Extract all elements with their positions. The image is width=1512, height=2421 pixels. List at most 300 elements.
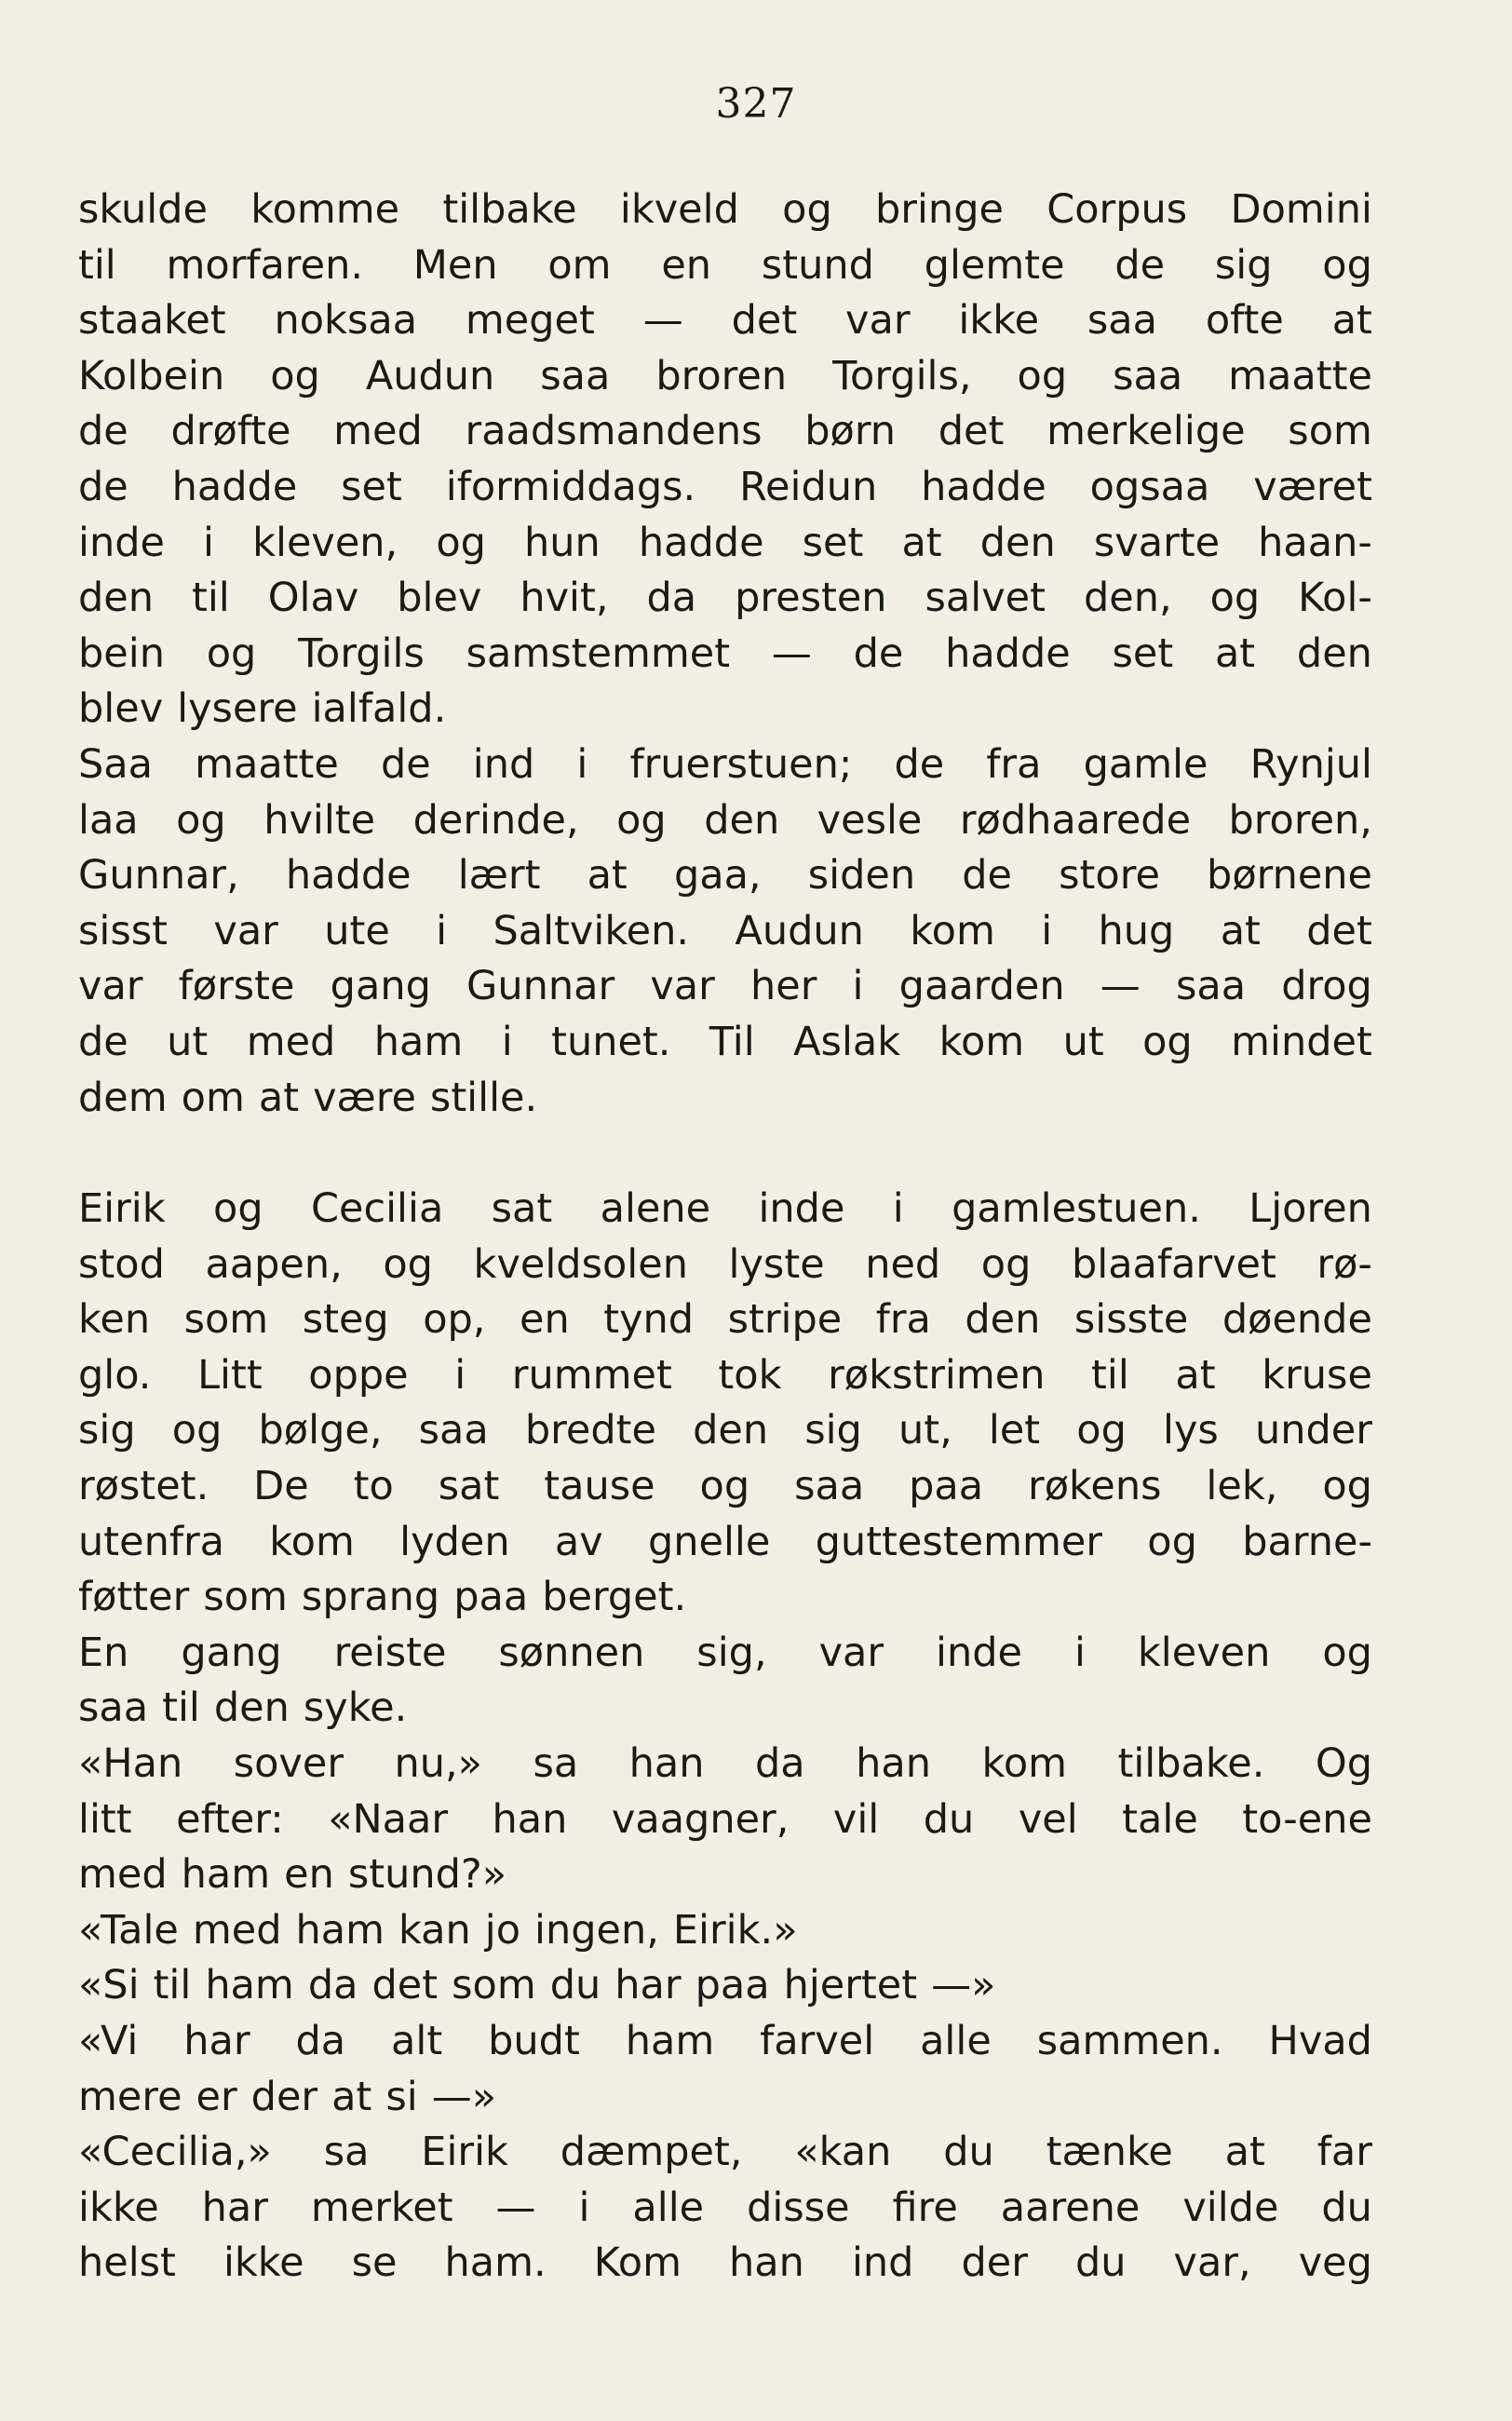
word: utenfra xyxy=(78,1518,224,1565)
word: ingen, xyxy=(534,1906,659,1954)
word: Gunnar, xyxy=(78,852,239,899)
word: merket xyxy=(310,2184,453,2231)
word: bringe xyxy=(875,186,1004,233)
word: Og xyxy=(1315,1740,1372,1788)
text-line xyxy=(78,404,1372,460)
word: tause xyxy=(544,1463,655,1510)
text-line xyxy=(78,627,1372,683)
word: ken xyxy=(78,1296,151,1344)
word: «Han xyxy=(78,1740,183,1788)
word: er xyxy=(196,2073,237,2120)
word: da xyxy=(307,1962,358,2009)
word: store xyxy=(1059,852,1160,899)
word: raadsmandens xyxy=(465,408,763,455)
word: ogsaa xyxy=(1089,463,1210,510)
word: hadde xyxy=(921,463,1046,510)
text-line xyxy=(78,1570,1372,1626)
word: da xyxy=(646,575,697,622)
word: hug xyxy=(1098,907,1175,954)
word: salvet xyxy=(925,575,1046,622)
word: merkelige xyxy=(1046,408,1246,455)
word: vilde xyxy=(1182,2184,1279,2231)
word: blev xyxy=(78,685,164,733)
word: sisste xyxy=(1073,1296,1189,1344)
text-line xyxy=(78,737,1372,793)
word: bølge, xyxy=(258,1407,383,1454)
word: lært xyxy=(457,852,541,899)
word: i xyxy=(852,963,864,1010)
word: han xyxy=(492,1795,568,1843)
word: av xyxy=(554,1518,603,1565)
text-line xyxy=(78,793,1372,849)
word: blev xyxy=(397,575,482,622)
word: De xyxy=(253,1463,309,1510)
word: meget xyxy=(465,297,595,345)
text-line xyxy=(78,1681,1372,1737)
word: det xyxy=(1306,907,1372,954)
word: samstemmet xyxy=(466,629,731,677)
word: med xyxy=(78,1851,168,1899)
word: Kolbein xyxy=(78,352,225,399)
text-line xyxy=(78,1238,1372,1293)
text-line xyxy=(78,1015,1372,1071)
word: rummet xyxy=(511,1351,672,1399)
word: ialfald. xyxy=(311,685,447,733)
word: «Cecilia,» xyxy=(78,2129,272,2176)
word: til xyxy=(1091,1351,1129,1399)
word: set xyxy=(802,519,864,566)
word: de xyxy=(78,463,128,510)
word: fra xyxy=(875,1296,931,1344)
text-line xyxy=(78,848,1372,904)
word: til xyxy=(162,1684,200,1732)
word: si xyxy=(385,2073,418,2120)
word: været xyxy=(1253,463,1372,510)
word: det xyxy=(731,297,798,345)
word: — xyxy=(1100,963,1141,1010)
word: de xyxy=(853,629,904,677)
word: saa xyxy=(1113,352,1183,399)
word: børn xyxy=(804,408,897,455)
word: Ljoren xyxy=(1249,1185,1372,1233)
word: du xyxy=(549,1962,601,2009)
word: Saa xyxy=(78,740,153,788)
word: vaagner, xyxy=(611,1795,790,1843)
word: at xyxy=(1175,1351,1216,1399)
word: Gunnar xyxy=(466,963,615,1010)
word: i xyxy=(578,2184,590,2231)
word: Eirik xyxy=(421,2129,508,2176)
word: budt xyxy=(488,2018,580,2064)
word: sat xyxy=(491,1185,553,1233)
word: røstet. xyxy=(78,1463,209,1510)
word: de xyxy=(962,852,1012,899)
word: lys xyxy=(1163,1407,1219,1454)
word: at xyxy=(331,2073,372,2120)
word: og xyxy=(206,629,257,677)
text-line xyxy=(78,183,1372,238)
word: røkens xyxy=(1028,1463,1162,1510)
word: røkstrimen xyxy=(828,1351,1046,1399)
word: lek, xyxy=(1206,1463,1278,1510)
word: mindet xyxy=(1231,1018,1372,1065)
word: sammen. xyxy=(1036,2018,1223,2064)
text-line xyxy=(78,1626,1372,1682)
word: om xyxy=(181,1074,245,1121)
word: i xyxy=(892,1185,904,1233)
text-line xyxy=(78,293,1372,349)
word: sig xyxy=(1214,241,1273,289)
word: saa xyxy=(540,352,611,399)
word: «Naar xyxy=(328,1795,449,1843)
word: morfaren. xyxy=(166,241,364,289)
text-line xyxy=(78,2014,1372,2070)
word: en xyxy=(519,1296,570,1344)
word: var xyxy=(213,907,278,954)
word: her xyxy=(749,963,817,1010)
word: i xyxy=(576,740,588,788)
word: det xyxy=(371,1962,439,2009)
word: ham xyxy=(205,1962,294,2009)
word: og xyxy=(980,1240,1032,1288)
word: presten xyxy=(735,575,887,622)
word: tænke xyxy=(1046,2129,1173,2176)
word: Litt xyxy=(197,1351,263,1399)
word: mere xyxy=(78,2073,182,2120)
word: og xyxy=(1322,241,1372,289)
text-line xyxy=(78,460,1372,516)
word: inde xyxy=(78,519,165,566)
text-line xyxy=(78,1737,1372,1792)
word: svarte xyxy=(1093,519,1221,566)
word: bredte xyxy=(524,1407,656,1454)
word: stod xyxy=(78,1240,165,1288)
word: at xyxy=(1220,907,1261,954)
word: gnelle xyxy=(647,1518,771,1565)
word: bein xyxy=(78,629,165,677)
word: glemte xyxy=(924,241,1065,289)
word: ind xyxy=(851,2239,914,2287)
word: drøfte xyxy=(170,408,291,455)
word: to xyxy=(353,1463,394,1510)
text-line xyxy=(78,1847,1372,1903)
word: du xyxy=(943,2129,994,2176)
word: gaa, xyxy=(673,852,762,899)
word: den xyxy=(965,1296,1041,1344)
word: være xyxy=(313,1074,416,1121)
word: som xyxy=(452,1962,536,2009)
text-line xyxy=(78,682,1372,737)
word: to-ene xyxy=(1242,1795,1372,1843)
word: far xyxy=(1316,2129,1372,2176)
word: stille. xyxy=(429,1074,538,1121)
word: døende xyxy=(1222,1296,1372,1344)
word: var xyxy=(845,297,911,345)
word: han xyxy=(856,1740,931,1788)
word: laa xyxy=(78,796,139,844)
word: Audun xyxy=(735,907,864,954)
word: ikke xyxy=(223,2239,304,2287)
word: var, xyxy=(1173,2239,1251,2287)
word: hjertet xyxy=(783,1962,918,2009)
word: med xyxy=(246,1018,336,1065)
word: tynd xyxy=(603,1296,695,1344)
word: sa xyxy=(323,2129,370,2176)
word: paa xyxy=(695,1962,770,2009)
word: litt xyxy=(78,1795,132,1843)
word: ut xyxy=(1062,1018,1104,1065)
word: se xyxy=(351,2239,398,2287)
word: tale xyxy=(1122,1795,1198,1843)
word: helst xyxy=(78,2239,176,2287)
word: tilbake xyxy=(442,186,577,233)
word: op, xyxy=(423,1296,486,1344)
text-line xyxy=(78,1292,1372,1348)
word: ham xyxy=(295,1906,385,1954)
word: og xyxy=(213,1185,263,1233)
word: alt xyxy=(391,2018,443,2064)
word: ham xyxy=(373,1018,464,1065)
word: sønnen xyxy=(498,1629,645,1676)
word: barne- xyxy=(1242,1518,1372,1565)
page-text xyxy=(78,183,1372,2292)
word: sprang xyxy=(301,1574,440,1621)
word: det xyxy=(938,408,1005,455)
word: noksaa xyxy=(274,297,418,345)
word: med xyxy=(192,1906,282,1954)
word: Til xyxy=(709,1018,755,1065)
word: maatte xyxy=(1228,352,1372,399)
word: kom xyxy=(269,1518,355,1565)
word: til xyxy=(191,575,230,622)
text-line xyxy=(78,1958,1372,2014)
word: var xyxy=(78,963,143,1010)
word: og xyxy=(782,186,832,233)
word: og xyxy=(1322,1463,1372,1510)
word: reiste xyxy=(333,1629,447,1676)
word: gamlestuen. xyxy=(952,1185,1201,1233)
word: har xyxy=(183,2018,250,2064)
word: ut, xyxy=(898,1407,952,1454)
word: stripe xyxy=(727,1296,843,1344)
word: — xyxy=(771,629,812,677)
word: let xyxy=(988,1407,1041,1454)
word: «kan xyxy=(794,2129,892,2176)
word: du xyxy=(1074,2239,1127,2287)
word: med xyxy=(333,408,423,455)
text-line xyxy=(78,1348,1372,1404)
word: og xyxy=(436,519,486,566)
word: de xyxy=(1114,241,1166,289)
word: fruerstuen; xyxy=(629,740,853,788)
text-line xyxy=(78,1515,1372,1571)
word: farvel xyxy=(760,2018,875,2064)
word: ut xyxy=(167,1018,209,1065)
word: ikke xyxy=(958,297,1040,345)
word: sover xyxy=(233,1740,344,1788)
text-line xyxy=(78,1903,1372,1959)
word: i xyxy=(454,1351,466,1399)
word: og xyxy=(1142,1018,1193,1065)
word: alle xyxy=(920,2018,992,2064)
word: hadde xyxy=(945,629,1071,677)
word: siden xyxy=(807,852,916,899)
word: paa xyxy=(453,1574,529,1621)
word: Corpus xyxy=(1046,186,1188,233)
word: derinde, xyxy=(412,796,579,844)
word: «Tale xyxy=(78,1906,179,1954)
word: den xyxy=(213,1684,290,1732)
word: syke. xyxy=(303,1684,408,1732)
text-line xyxy=(78,2070,1372,2126)
word: paa xyxy=(909,1463,984,1510)
word: i xyxy=(501,1018,513,1065)
word: komme xyxy=(250,186,400,233)
word: staaket xyxy=(78,297,226,345)
word: Saltviken. xyxy=(493,907,690,954)
text-line xyxy=(78,1071,1372,1127)
word: sig, xyxy=(696,1629,767,1676)
word: tunet. xyxy=(551,1018,671,1065)
word: gang xyxy=(181,1629,282,1676)
word: Domini xyxy=(1230,186,1372,233)
word: Cecilia xyxy=(310,1185,444,1233)
word: Men xyxy=(412,241,498,289)
text-line xyxy=(78,1182,1372,1238)
word: saa xyxy=(418,1407,489,1454)
word: aapen, xyxy=(205,1240,343,1288)
word: de xyxy=(380,740,431,788)
word: Kol- xyxy=(1298,575,1372,622)
word: du xyxy=(923,1795,975,1843)
word: stund?» xyxy=(347,1851,507,1899)
word: en xyxy=(284,1851,334,1899)
word: set xyxy=(1112,629,1174,677)
word: kleven xyxy=(1137,1629,1271,1676)
word: ind xyxy=(472,740,535,788)
word: og xyxy=(699,1463,750,1510)
text-line xyxy=(78,959,1372,1015)
word: de xyxy=(894,740,945,788)
word: gang xyxy=(330,963,431,1010)
word: dem xyxy=(78,1074,168,1121)
text-line xyxy=(78,571,1372,627)
text-line xyxy=(78,2125,1372,2181)
word: haan- xyxy=(1258,519,1372,566)
word: ham. xyxy=(444,2239,547,2287)
word: at xyxy=(1214,629,1256,677)
word: sisst xyxy=(78,907,169,954)
word: fra xyxy=(986,740,1042,788)
word: i xyxy=(436,907,448,954)
word: gaarden xyxy=(898,963,1065,1010)
word: steg xyxy=(302,1296,389,1344)
word: hun xyxy=(524,519,601,566)
word: maatte xyxy=(195,740,339,788)
word: saa xyxy=(1087,297,1157,345)
word: lysere xyxy=(177,685,298,733)
word: kom xyxy=(910,907,995,954)
word: «Vi xyxy=(78,2018,139,2064)
word: broren xyxy=(655,352,788,399)
word: Kom xyxy=(593,2239,682,2287)
word: til xyxy=(153,1962,192,2009)
word: som xyxy=(183,1296,269,1344)
word: at xyxy=(1331,297,1372,345)
word: i xyxy=(1041,907,1053,954)
word: en xyxy=(661,241,712,289)
text-line xyxy=(78,516,1372,572)
word: fire xyxy=(892,2184,958,2231)
word: guttestemmer xyxy=(815,1518,1102,1565)
text-line xyxy=(78,1792,1372,1848)
word: der xyxy=(961,2239,1028,2287)
word: Audun xyxy=(365,352,495,399)
word: aarene xyxy=(1000,2184,1141,2231)
word: har xyxy=(614,1962,682,2009)
word: tok xyxy=(718,1351,782,1399)
word: nu,» xyxy=(394,1740,482,1788)
word: disse xyxy=(747,2184,850,2231)
word: — xyxy=(495,2184,536,2231)
word: hvit, xyxy=(520,575,609,622)
word: vil xyxy=(832,1795,880,1843)
word: sat xyxy=(438,1463,500,1510)
word: saa xyxy=(794,1463,865,1510)
word: vesle xyxy=(817,796,923,844)
word: i xyxy=(203,519,214,566)
section-break xyxy=(78,1126,1372,1182)
word: at xyxy=(258,1074,300,1121)
word: ham xyxy=(625,2018,715,2064)
word: hadde xyxy=(285,852,412,899)
word: ikke xyxy=(78,2184,159,2231)
word: og xyxy=(1209,575,1261,622)
word: veg xyxy=(1298,2239,1372,2287)
word: de xyxy=(78,1018,128,1065)
word: sig xyxy=(78,1407,136,1454)
word: En xyxy=(78,1629,129,1676)
word: Hvad xyxy=(1268,2018,1372,2064)
word: som xyxy=(1288,408,1372,455)
word: blaafarvet xyxy=(1071,1240,1276,1288)
word: kleven, xyxy=(252,519,398,566)
word: føtter xyxy=(78,1574,190,1621)
word: sa xyxy=(533,1740,579,1788)
word: og xyxy=(1147,1518,1197,1565)
word: og xyxy=(1322,1629,1372,1676)
word: hvilte xyxy=(263,796,376,844)
word: dæmpet, xyxy=(560,2129,743,2176)
word: børnene xyxy=(1207,852,1372,899)
word: set xyxy=(341,463,402,510)
word: glo. xyxy=(78,1351,152,1399)
word: ham xyxy=(181,1851,271,1899)
word: kveldsolen xyxy=(473,1240,688,1288)
word: inde xyxy=(936,1629,1022,1676)
word: da xyxy=(755,1740,805,1788)
word: og xyxy=(1076,1407,1127,1454)
word: den xyxy=(1296,629,1372,677)
word: Torgils, xyxy=(832,352,972,399)
word: stund xyxy=(761,241,874,289)
text-line xyxy=(78,904,1372,960)
word: og xyxy=(383,1240,433,1288)
word: vel xyxy=(1018,1795,1078,1843)
word: de xyxy=(78,408,128,455)
word: kom xyxy=(938,1018,1025,1065)
word: alle xyxy=(632,2184,705,2231)
